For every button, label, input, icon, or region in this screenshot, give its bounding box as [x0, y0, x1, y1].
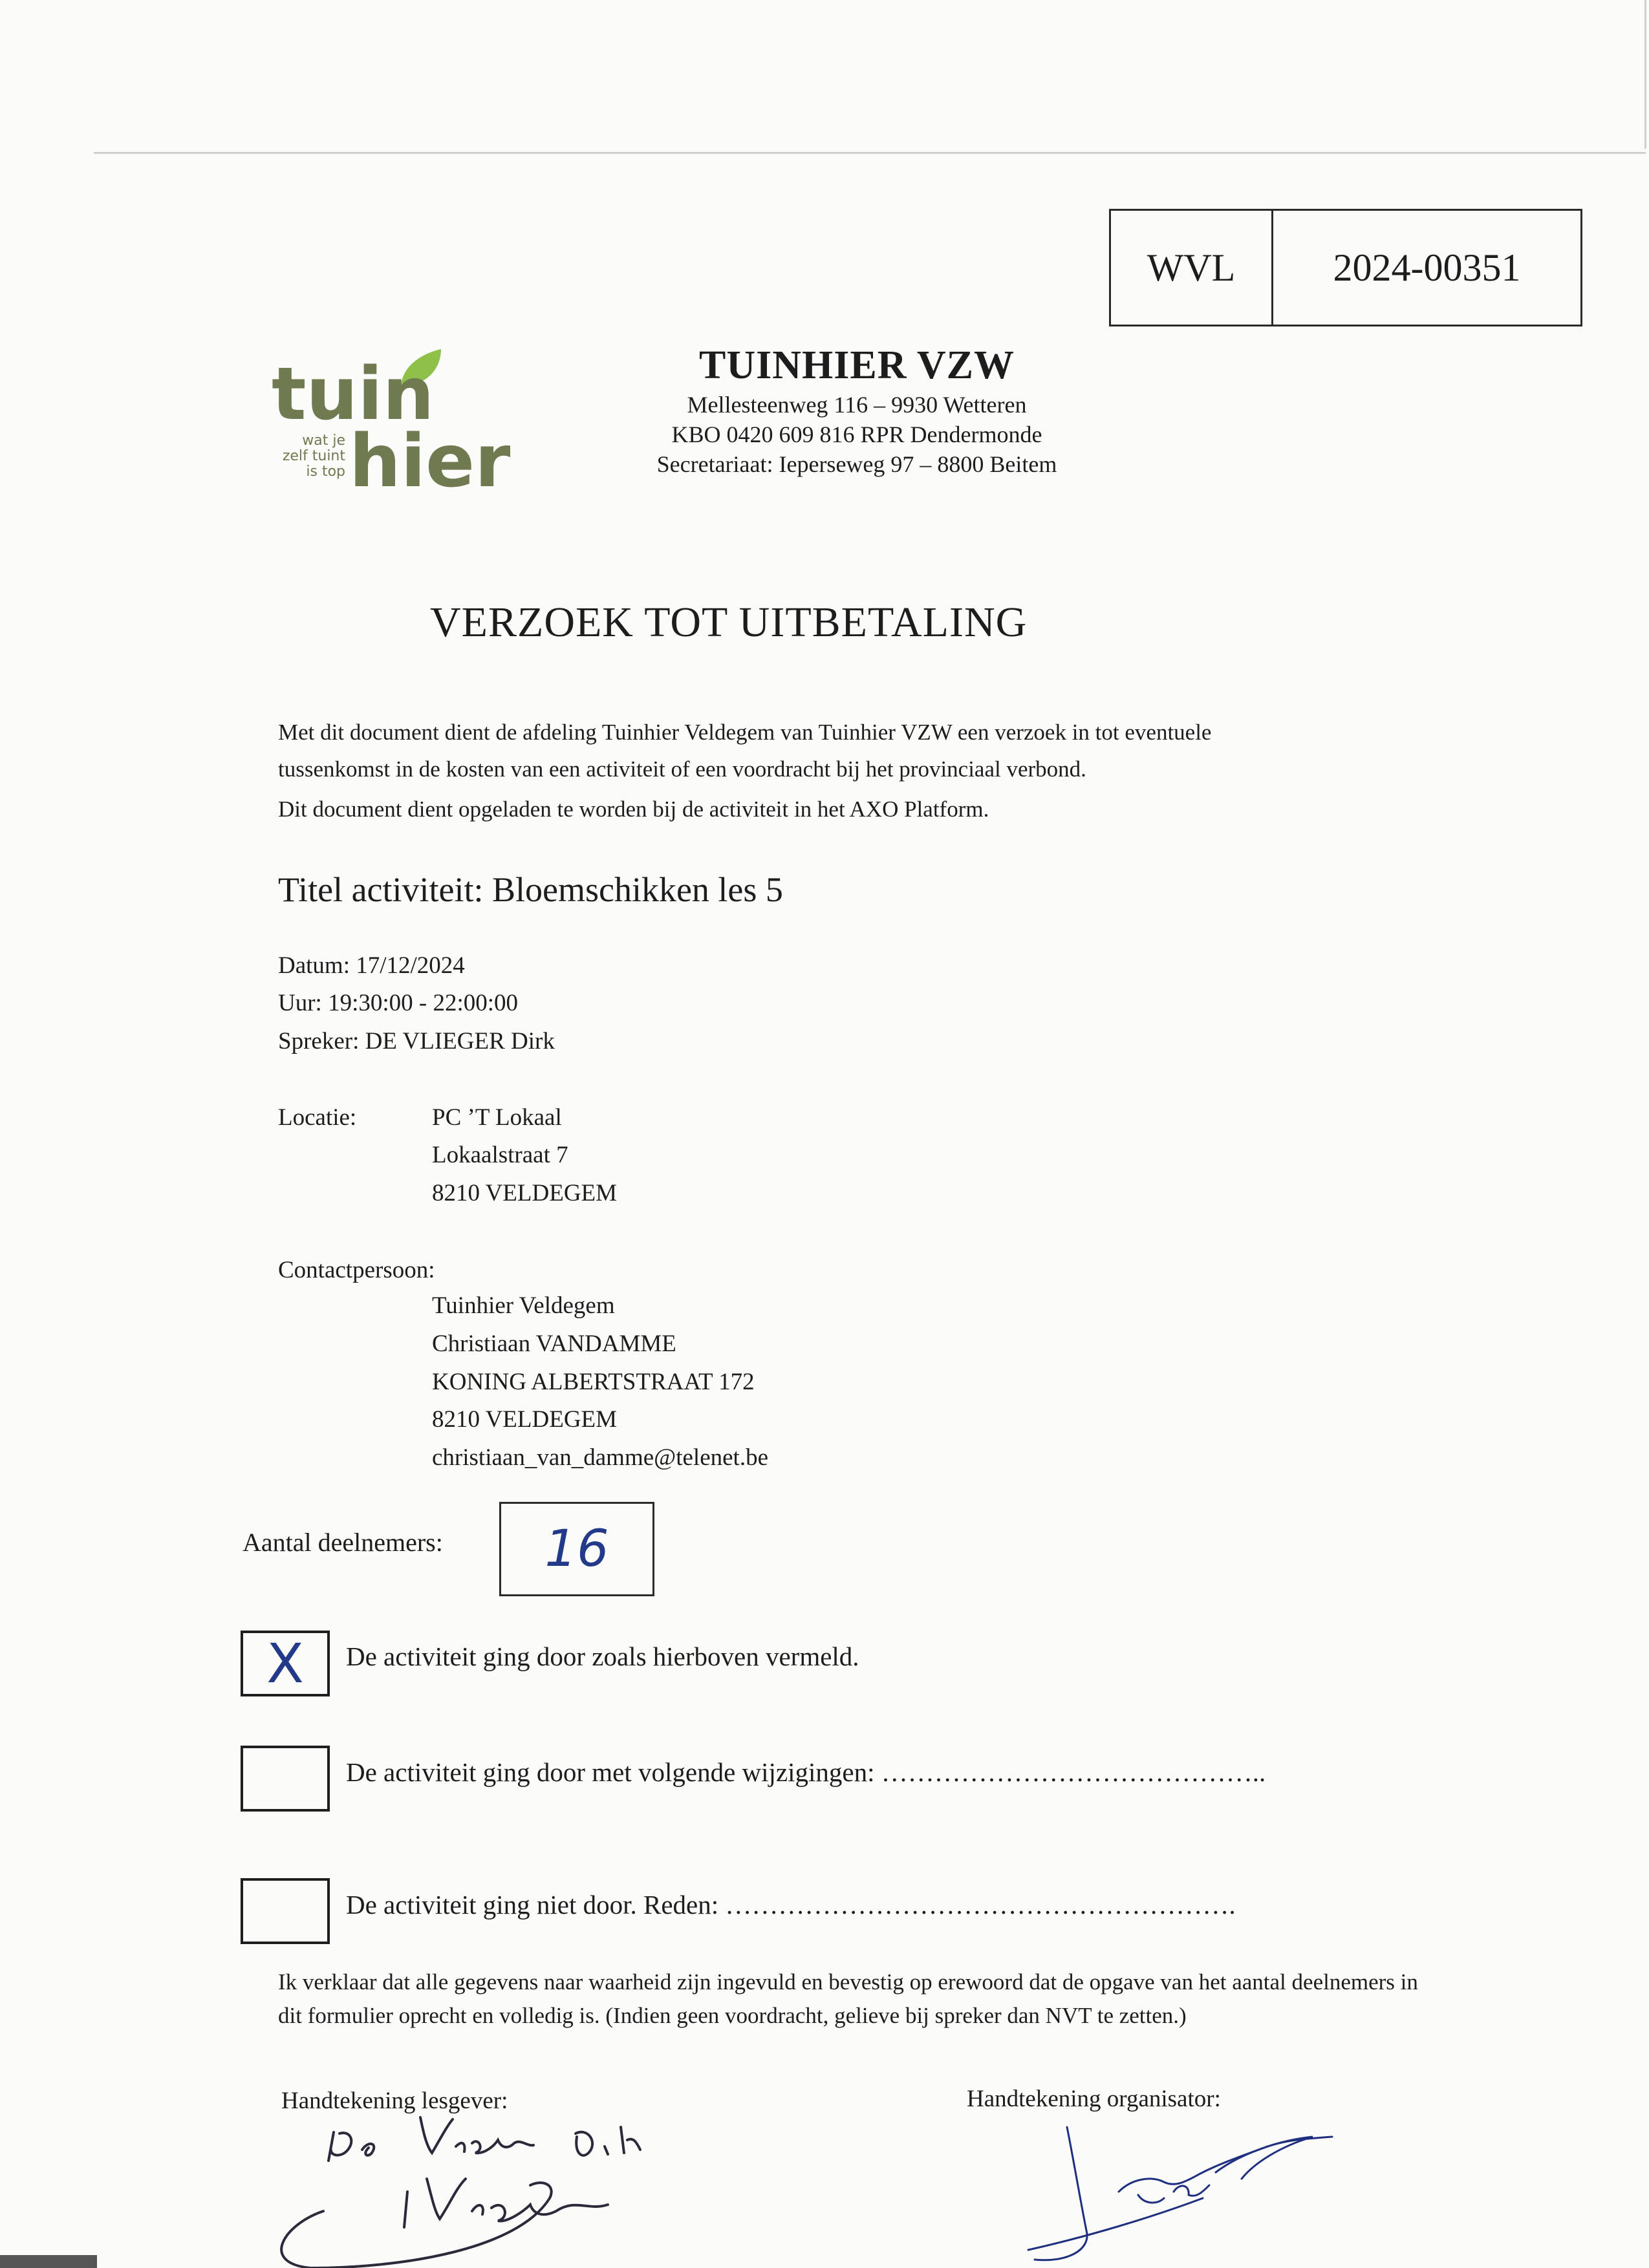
- reference-region: WVL: [1111, 211, 1273, 325]
- contact-email: christiaan_van_damme@telenet.be: [432, 1444, 769, 1471]
- participants-value: 16: [544, 1520, 609, 1578]
- activity-title: Titel activiteit: Bloemschikken les 5: [278, 870, 783, 909]
- organisation-address: Mellesteenweg 116 – 9930 Wetteren: [687, 392, 1027, 418]
- location-line-2: Lokaalstraat 7: [432, 1142, 568, 1168]
- organisation-secretariat: Secretariaat: Ieperseweg 97 – 8800 Beitem: [656, 451, 1057, 477]
- contact-label: Contactpersoon:: [278, 1257, 435, 1283]
- logo-word-bottom: hier: [349, 420, 511, 504]
- participants-field[interactable]: [499, 1502, 654, 1596]
- logo-tagline-3: is top: [306, 464, 345, 480]
- reference-box: [1109, 209, 1582, 326]
- organiser-signature-label: Handtekening organisator:: [967, 2086, 1221, 2112]
- location-line-1: PC ’T Lokaal: [432, 1104, 562, 1131]
- activity-speaker: Spreker: DE VLIEGER Dirk: [278, 1028, 555, 1054]
- teacher-signature-label: Handtekening lesgever:: [281, 2088, 508, 2114]
- contact-line-2: Christiaan VANDAMME: [432, 1331, 676, 1357]
- organiser-signature: [1009, 2101, 1397, 2268]
- contact-line-3: KONING ALBERTSTRAAT 172: [432, 1369, 755, 1395]
- scan-right-edge: [1644, 0, 1646, 149]
- option-label-as-planned: De activiteit ging door zoals hierboven vermeld.: [346, 1642, 859, 1671]
- option-checkbox-with-changes[interactable]: [241, 1746, 330, 1812]
- checkbox-x-mark: X: [266, 1632, 304, 1695]
- intro-line-1: Met dit document dient de afdeling Tuinhier Veldegem van Tuinhier VZW een verzoek in tot eventuele: [278, 720, 1212, 745]
- option-label-with-changes: De activiteit ging door met volgende wijzigingen: ……………………………………..: [346, 1757, 1266, 1787]
- option-label-cancelled: De activiteit ging niet door. Reden: ………………………………………………….: [346, 1890, 1236, 1920]
- participants-label: Aantal deelnemers:: [242, 1528, 443, 1557]
- activity-date: Datum: 17/12/2024: [278, 952, 465, 979]
- teacher-signature: [272, 2114, 763, 2268]
- logo-tagline-2: zelf tuint: [282, 448, 345, 464]
- declaration-text: Ik verklaar dat alle gegevens naar waarheid zijn ingevuld en bevestig op erewoord dat de opgave van het aantal deelnemers in dit formulier oprecht en volledig is. (Indien geen voordracht, gelieve bij spreker dan NVT te zetten.): [278, 1969, 1418, 2028]
- intro-line-3: Dit document dient opgeladen te worden bij de activiteit in het AXO Platform.: [278, 797, 989, 822]
- organisation-name: TUINHIER VZW: [698, 343, 1015, 387]
- contact-line-4: 8210 VELDEGEM: [432, 1406, 618, 1433]
- scan-top-edge: [94, 152, 1646, 154]
- scan-corner-mark: [0, 2255, 97, 2268]
- option-checkbox-as-planned[interactable]: [241, 1631, 330, 1696]
- option-checkbox-cancelled[interactable]: [241, 1878, 330, 1944]
- reference-number: 2024-00351: [1333, 246, 1521, 289]
- document-title: VERZOEK TOT UITBETALING: [430, 599, 1028, 646]
- activity-time: Uur: 19:30:00 - 22:00:00: [278, 990, 519, 1016]
- organisation-header: [582, 343, 1132, 478]
- logo-word-top: tuin: [272, 352, 435, 436]
- logo-tagline-1: wat je: [302, 433, 345, 449]
- organisation-registration: KBO 0420 609 816 RPR Dendermonde: [671, 422, 1042, 447]
- tuinhier-logo: [272, 349, 511, 504]
- location-line-3: 8210 VELDEGEM: [432, 1180, 618, 1206]
- intro-line-2: tussenkomst in de kosten van een activiteit of een voordracht bij het provinciaal verbond.: [278, 756, 1086, 782]
- location-label: Locatie:: [278, 1104, 357, 1131]
- contact-line-1: Tuinhier Veldegem: [432, 1292, 615, 1319]
